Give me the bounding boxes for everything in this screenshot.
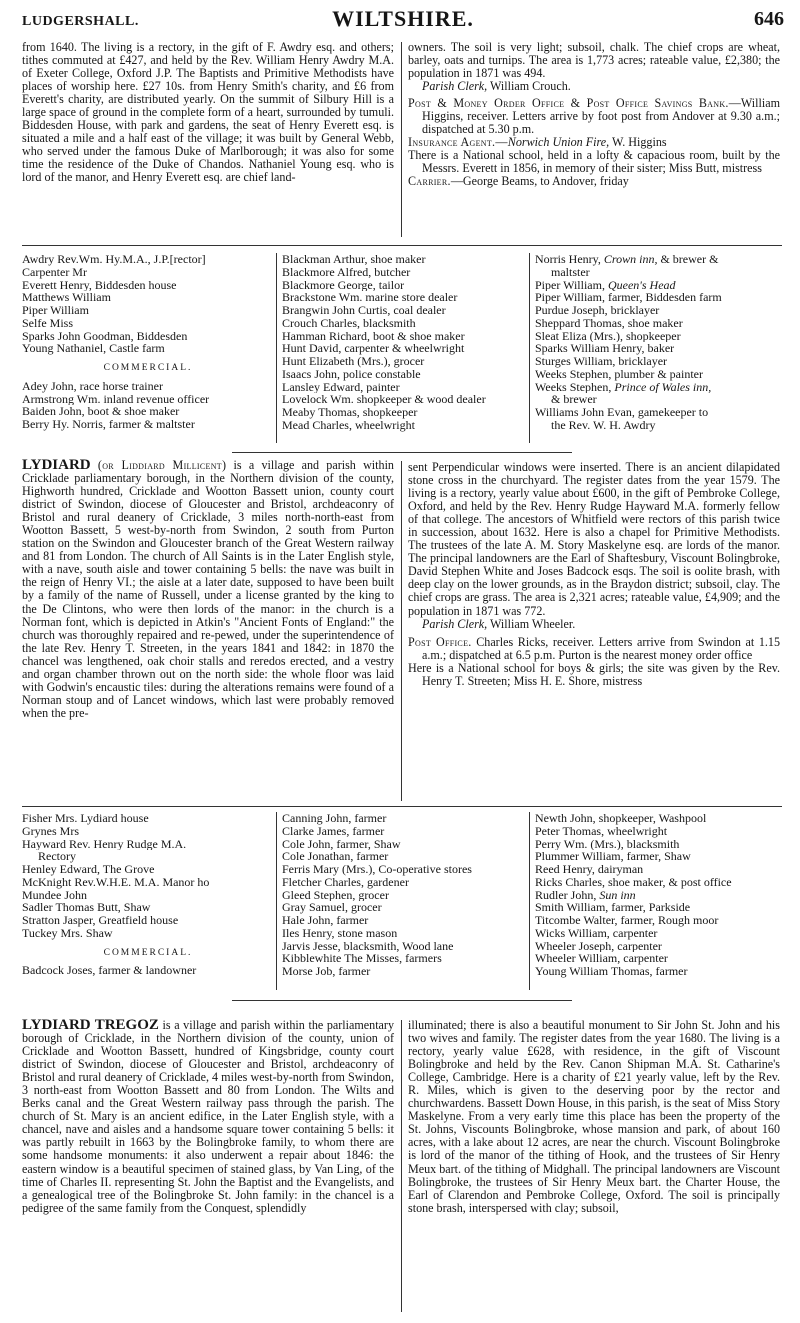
list-item: Titcombe Walter, farmer, Rough moor: [535, 914, 719, 927]
lydiard-tregoz-right-paragraph: illuminated; there is also a beautiful monument to Sir John St. John and his two wives and family. The register dates from the year 1680. The living is a rectory, yearly value £628, with residence, in the gift of Viscount Bolingbroke and held by the Rev. Canon Shipman M.A. St. Catharine's College, Cambridge. Here is a charity of £21 yearly value, left by the Rev. R. Miles, which is given to the deserving poor by the rector and churchwardens. Bassett Down House, in this parish, is the seat of Miss Story Maskelyne. From a very early time this place has been the property of the St. Johns, Viscounts Bolingbroke, whose mansion and park, of about 160 acres, with a lake about 12 acres, are near the church. Viscount Bolingbroke is lord of the manor of the tithing of Hook, and the trustees of Sir Henry Meux bart. of the tithing of Midghall. The principal landowners are Viscount Bolingbroke, the trustees of Sir Henry Meux bart. the Charter House, the Earl of Clarendon and Pembroke College, Oxford. The soil is principally stone brash, interspersed with clay; subsoil,: [408, 1018, 780, 1215]
list-item: Iles Henry, stone mason: [282, 926, 398, 940]
list-item: Hale John, farmer: [282, 914, 369, 927]
commercial-subheading: COMMERCIAL.: [103, 947, 193, 958]
lydiard-tregoz-heading: LYDIARD TREGOZ: [22, 1017, 159, 1033]
running-header: [22, 6, 784, 36]
list-item: Fletcher Charles, gardener: [282, 875, 409, 889]
list-item: Tuckey Mrs. Shaw: [22, 926, 113, 940]
ludgershall-description-right: [408, 41, 780, 189]
list-item: Piper William, Queen's Head: [535, 278, 676, 292]
list-item: Sparks William Henry, baker: [535, 342, 675, 355]
list-item: Williams John Evan, gamekeeper to: [535, 406, 709, 419]
lydiard-description-left: [22, 459, 394, 720]
list-item: Sturges William, bricklayer: [535, 355, 668, 368]
list-item-continuation: the Rev. W. H. Awdry: [551, 418, 656, 432]
header-county: WILTSHIRE.: [332, 6, 474, 31]
lydiard-post-office: Post Office. Charles Ricks, receiver. Letters arrive from Swindon at 1.15 a.m.; dispatched at 6.5 p.m. Purton is the nearest money order office: [408, 634, 780, 662]
list-item-continuation: & brewer: [551, 393, 597, 406]
lydiard-heading: LYDIARD: [22, 457, 91, 473]
lydiard-tregoz-left-paragraph: LYDIARD TREGOZ is a village and parish within the parliamentary borough of Cricklade, in the Northern division of the county, union of Cricklade and Wootton Bassett, hundred of Kingsbridge, county court district of Swindon, diocese of Gloucester and Bristol, archdeaconry of Bristol and rural deanery of Cricklade, 4 miles west-by-north from Swindon, 3 north-east from Wootton Bassett and 80 from London. The Wilts and Berks canal and the Great Western railway pass through the parish. The church of St. Mary is an ancient edifice, in the Later English style, with a chancel, nave and aisles and a handsome square tower containing 5 bells: it was partly rebuilt in 1663 by the Bolingbroke family, to whom there are some handsome monuments: it also underwent a repair about 1846: the eastern window is a beautiful specimen of stained glass, by Van Ling, of the time of Charles II. representing St. John the Baptist and the Evangelists, and a genealogical tree of the Bolingbroke St. John family: in the chancel is a pedigree of the same family from the Conquest, splendidly: [22, 1017, 394, 1215]
ludgershall-carrier: Carrier.—George Beams, to Andover, friday: [408, 174, 629, 189]
list-item: Blackmore Alfred, butcher: [282, 265, 411, 279]
list-item: Reed Henry, dairyman: [535, 863, 644, 876]
list-item-continuation: Rectory: [38, 850, 76, 863]
section-separator: [232, 1000, 572, 1001]
list-item: Stratton Jasper, Greatfield house: [22, 914, 179, 927]
list-item: Sadler Thomas Butt, Shaw: [22, 901, 151, 914]
header-place: LUDGERSHALL.: [22, 14, 139, 29]
list-item: Plummer William, farmer, Shaw: [535, 850, 691, 863]
column-divider: [529, 812, 530, 990]
list-item: Lansley Edward, painter: [282, 380, 400, 394]
lydiard-left-paragraph: LYDIARD (or Liddiard Millicent) is a village and parish within Cricklade parliamentary borough, in the Northern division of the county, Highworth hundred, Cricklade and Wootton Bassett union, county court district of Swindon, diocese of Gloucester and Bristol, archdeaconry of Bristol and rural deanery of Cricklade, 3 miles north-north-east from Wootton Bassett, 5 west-by-north from Swindon, 2 south from Purton station on the Swindon and Gloucester branch of the Great Western railway and 81 from London. The church of All Saints is in the Later English style, with a nave, south aisle and tower containing 5 bells: the nave was built in the reign of Henry VI.; the aisle at a later date, supposed to have been built by a family of the name of Russell, under a license granted by the king to the De Clintons, who were then lords of the manor: in the church is a Norman font, which is depicted in Atkin's "Ancient Fonts of England:" the church was thoroughly repaired and re-pewed, under the superintendence of the late Rev. Henry T. Streeten, in the years 1841 and 1842: in 1870 the chancel was lengthened, oak choir stalls and reredos erected, and a vestry and organ chamber thrown out on the north side: the whole floor was laid with Godwin's encaustic tiles: during the alterations remains were found of a Norman stoup and of Lancet windows, which last were probably removed when the pre-: [22, 457, 394, 720]
list-item: Crouch Charles, blacksmith: [282, 316, 416, 330]
list-item: Sleat Eliza (Mrs.), shopkeeper: [535, 329, 681, 343]
list-item: Wicks William, carpenter: [535, 926, 658, 940]
lydiard-alt-name: (or Liddiard Millicent): [97, 458, 227, 472]
ludgershall-description-left: [22, 41, 394, 185]
list-item: Hunt David, carpenter & wheelwright: [282, 342, 465, 355]
column-divider: [401, 42, 402, 237]
list-item: Armstrong Wm. inland revenue officer: [22, 392, 210, 406]
lydiard-description-right: [408, 461, 780, 688]
list-item: Canning John, farmer: [282, 812, 387, 825]
list-item: Hunt Elizabeth (Mrs.), grocer: [282, 355, 425, 368]
list-item: Adey John, race horse trainer: [22, 379, 163, 393]
list-item: Mead Charles, wheelwright: [282, 418, 415, 432]
list-item: Carpenter Mr: [22, 265, 87, 279]
list-item: Ferris Mary (Mrs.), Co-operative stores: [282, 863, 472, 876]
list-item: Blackman Arthur, shoe maker: [282, 253, 426, 266]
list-item: Everett Henry, Biddesden house: [22, 278, 177, 292]
list-item: Cole John, farmer, Shaw: [282, 837, 401, 851]
lydiard-school: Here is a National school for boys & girls; the site was given by the Rev. Henry T. Streeten; Miss H. E. Shore, mistress: [408, 660, 780, 688]
list-item: Baiden John, boot & shoe maker: [22, 405, 180, 418]
section-rule: [22, 245, 782, 246]
commercial-subheading: COMMERCIAL.: [103, 363, 193, 373]
list-item: Norris Henry, Crown inn, & brewer &: [535, 253, 719, 266]
ludgershall-parish-clerk: Parish Clerk, William Crouch.: [422, 79, 571, 94]
lydiard-directory-col3: [535, 812, 783, 978]
list-item: Lovelock Wm. shopkeeper & wood dealer: [282, 393, 486, 406]
list-item: Rudler John, Sun inn: [535, 888, 636, 902]
ludgershall-right-paragraph: owners. The soil is very light; subsoil, chalk. The chief crops are wheat, barley, oats and turnips. The area is 1,773 acres; rateable value, £2,380; the population in 1871 was 494.: [408, 40, 780, 81]
list-item: Jarvis Jesse, blacksmith, Wood lane: [282, 939, 454, 953]
ludgershall-school: There is a National school, held in a lofty & capacious room, built by the Messrs. Everett in 1856, in memory of their sister; Miss Butt, mistress: [408, 148, 780, 176]
list-item: Henley Edward, The Grove: [22, 863, 155, 876]
column-divider: [529, 253, 530, 443]
ludgershall-directory-col2: [282, 253, 526, 432]
section-rule: [22, 806, 782, 807]
list-item: Hamman Richard, boot & shoe maker: [282, 329, 465, 343]
list-item: Perry Wm. (Mrs.), blacksmith: [535, 837, 680, 851]
list-item: Hayward Rev. Henry Rudge M.A.: [22, 837, 187, 851]
list-item: Badcock Joses, farmer & landowner: [22, 964, 197, 977]
list-item: Newth John, shopkeeper, Washpool: [535, 812, 707, 825]
lydiard-directory-col1: [22, 812, 274, 977]
list-item: Piper William, farmer, Biddesden farm: [535, 291, 722, 304]
list-item: Kibblewhite The Misses, farmers: [282, 952, 442, 965]
list-item: Smith William, farmer, Parkside: [535, 901, 691, 914]
list-item: Fisher Mrs. Lydiard house: [22, 812, 149, 825]
list-item-continuation: maltster: [551, 265, 590, 279]
list-item: Young William Thomas, farmer: [535, 965, 688, 978]
list-item: Meaby Thomas, shopkeeper: [282, 406, 418, 419]
list-item: Gray Samuel, grocer: [282, 901, 382, 914]
list-item: Wheeler Joseph, carpenter: [535, 939, 662, 953]
section-separator: [232, 452, 572, 453]
lydiard-directory-col2: [282, 812, 526, 978]
list-item: Isaacs John, police constable: [282, 367, 421, 381]
ludgershall-directory-col3: [535, 253, 783, 432]
lydiard-right-paragraph: sent Perpendicular windows were inserted. There is an ancient dilapidated stone cross in the churchyard. The register dates from the year 1579. The living is a rectory, yearly value about £600, in the gift of Pembroke College, Oxford, and held by the Rev. Henry Rudge Hayward M.A. formerly fellow of that college. The ancestors of Whitfield were rectors of this parish twice in succession, about 1632. Here is also a chapel for Primitive Methodists. The trustees of the late A. M. Story Maskelyne esq. are lords of the manor. The principal landowners are the Earl of Shaftesbury, Viscount Bolingbroke, David Stephen White and Joses Badcock esqs. The soil is oolite brash, with deep clay on the lower grounds, as in the Braydon district; subsoil, clay. The chief crops are grass. The area is 2,321 acres; rateable value, £4,909; and the population in 1871 was 772.: [408, 460, 780, 618]
page-number: 646: [754, 8, 784, 30]
ludgershall-left-paragraph: from 1640. The living is a rectory, in the gift of F. Awdry esq. and others; tithes commuted at £427, and held by the Rev. William Henry Awdry M.A. of Exeter College, Oxford J.P. The Baptists and Primitive Methodists have places of worship here. £27 10s. from Henry Smith's charity, and £6 from Everett's charity, are distributed yearly. On the summit of Silbury Hill is a large space of ground in the complete form of a heart, surrounded by tumuli. Biddesden House, with park and gardens, the seat of Henry Everett esq. is situated a mile and a half east of the village; it was built by General Webb, who served under the famous Duke of Marlborough; it was also for some time the residence of the Duke of Chandos. Nathaniel Young esq. who is lord of the manor, and Henry Everett esq. are chief land-: [22, 40, 394, 185]
list-item: Clarke James, farmer: [282, 824, 385, 838]
list-item: Selfe Miss: [22, 316, 73, 330]
list-item: Cole Jonathan, farmer: [282, 850, 389, 863]
list-item: Ricks Charles, shoe maker, & post office: [535, 875, 732, 889]
list-item: Gleed Stephen, grocer: [282, 888, 389, 902]
list-item: Awdry Rev.Wm. Hy.M.A., J.P.[rector]: [22, 253, 206, 266]
lydiard-parish-clerk: Parish Clerk, William Wheeler.: [422, 616, 576, 631]
list-item: Piper William: [22, 304, 89, 317]
list-item: Peter Thomas, wheelwright: [535, 824, 668, 838]
list-item: Sheppard Thomas, shoe maker: [535, 316, 683, 330]
column-divider: [276, 812, 277, 990]
list-item: McKnight Rev.W.H.E. M.A. Manor ho: [22, 875, 210, 889]
list-item: Sparks John Goodman, Biddesden: [22, 329, 188, 343]
list-item: Purdue Joseph, bricklayer: [535, 304, 660, 317]
list-item: Mundee John: [22, 888, 87, 902]
list-item: Young Nathaniel, Castle farm: [22, 342, 165, 355]
list-item: Berry Hy. Norris, farmer & maltster: [22, 418, 195, 431]
lydiard-tregoz-description-right: [408, 1019, 780, 1215]
ludgershall-post-office: Post & Money Order Office & Post Office Savings Bank.—William Higgins, receiver. Letters arrive by foot post from Andover at 9.30 a.m.; dispatched at 5.30 p.m.: [408, 96, 780, 137]
list-item: Weeks Stephen, Prince of Wales inn,: [535, 380, 712, 394]
list-item: Brangwin John Curtis, coal dealer: [282, 304, 446, 317]
list-item: Wheeler William, carpenter: [535, 952, 668, 965]
list-item: Blackmore George, tailor: [282, 278, 405, 292]
column-divider: [401, 461, 402, 801]
list-item: Grynes Mrs: [22, 824, 79, 838]
ludgershall-insurance-agent: Insurance Agent.—Norwich Union Fire, W. Higgins: [408, 135, 667, 150]
list-item: Matthews William: [22, 291, 111, 304]
column-divider: [401, 1020, 402, 1312]
list-item: Brackstone Wm. marine store dealer: [282, 291, 458, 304]
list-item: Morse Job, farmer: [282, 965, 371, 978]
ludgershall-directory-col1: [22, 253, 274, 431]
list-item: Weeks Stephen, plumber & painter: [535, 367, 703, 381]
column-divider: [276, 253, 277, 443]
lydiard-tregoz-description-left: [22, 1019, 394, 1215]
